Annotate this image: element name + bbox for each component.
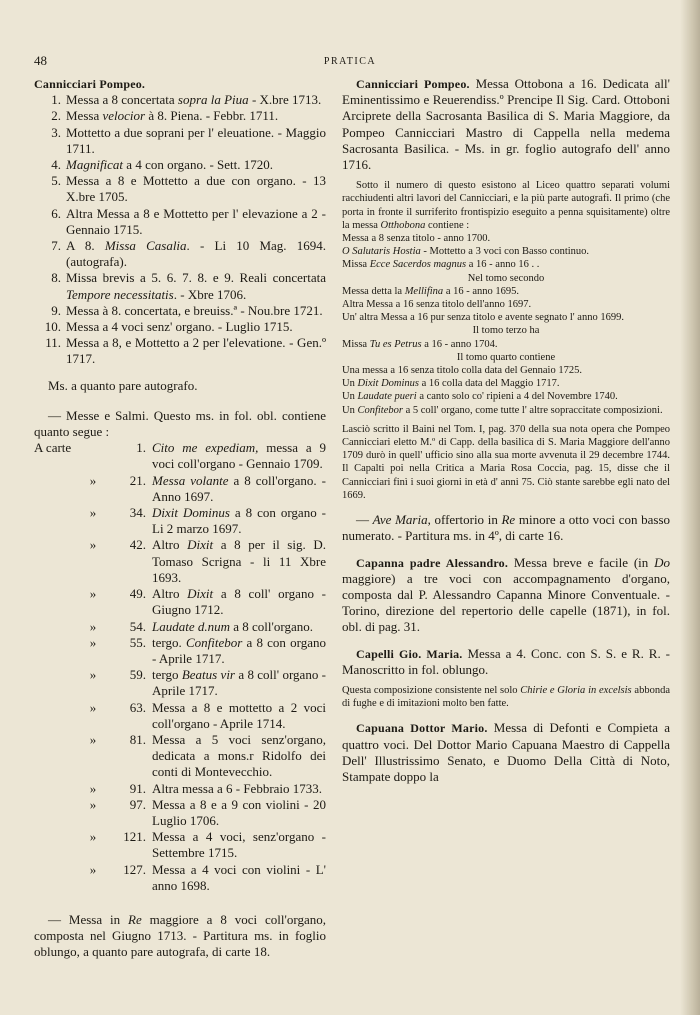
carte-item (34, 732, 326, 781)
carte-list (34, 440, 326, 894)
list-item (34, 238, 326, 270)
italic-title: Dixit (187, 586, 214, 602)
item-number: 7. (51, 238, 61, 254)
ditto-mark: » (89, 618, 97, 634)
item-text (66, 92, 326, 108)
list-item (34, 335, 326, 367)
text-run: . - Xbre 1706. (173, 286, 247, 302)
italic-title: Cito me expediam, (152, 440, 259, 456)
text-run: Missa brevis a 5. 6. 7. 8. e 9. Reali concertata (66, 270, 326, 286)
item-text (66, 206, 326, 238)
text-run: Messa a 8 concertata (66, 92, 178, 108)
italic-title: Ecce Sacerdos magnus (369, 259, 467, 271)
entry-capelli: Capelli Gio. Maria. Messa a 4. Conc. con S. S. e R. R. - Manoscritto in fol. oblungo. (342, 645, 670, 677)
volume-1-list (342, 232, 670, 272)
note-volumes: Sotto il numero di questo esistono al Liceo quattro separati volumi racchiudenti altri lavori del Cannicciari, e la più parte autografi. Il primo (che porta in fronte il surriferito frontispizio eseguito a penna squisitamente) oltre la messa Otthobona contiene : (342, 180, 670, 231)
volume-item (342, 390, 670, 403)
italic-title: Confitebor (357, 404, 403, 416)
ave-maria-entry: — Ave Maria, offertorio in Re minore a otto voci con basso numerato. - Partitura ms. in 4º, di carte 16. (342, 512, 670, 544)
carte-label (34, 797, 74, 829)
ditto-mark: » (89, 796, 97, 812)
carte-text (152, 440, 326, 472)
text-run: Altro (152, 586, 188, 602)
text-run: Un (342, 404, 358, 416)
carte-label (34, 829, 74, 861)
text-run: Mottetto a due soprani per l' eleuatione. - Maggio 1711. (66, 124, 326, 156)
item-number: 8. (51, 270, 61, 286)
ditto-mark: » (89, 731, 97, 747)
volume-item (342, 232, 670, 245)
item-number: 5. (51, 173, 61, 189)
carte-item (34, 537, 326, 586)
list-item (34, 303, 326, 319)
carte-number: 1. (136, 440, 146, 456)
carte-text (152, 635, 326, 667)
carte-text (152, 586, 326, 618)
entry-capuana: Capuana Dottor Mario. Messa di Defonti e Compieta a quattro voci. Del Dottor Mario Capuana Maestro di Cappella Dell' Illustrissimo Senato, e Duomo Della Città di Noto, Stampate doppo la (342, 720, 670, 784)
item-number: 10. (44, 319, 61, 335)
text-run: a 4 con organo. - Sett. 1720. (123, 157, 274, 173)
carte-text (152, 862, 326, 894)
text-run: Messa a 4 voci con violini - L' anno 1698. (152, 861, 326, 893)
item-number: 4. (51, 157, 61, 173)
text-run: Messa detta la (342, 285, 405, 297)
text-run: messa a 9 voci coll'organo - Gennaio 1709. (152, 440, 326, 472)
text-run: a canto solo co' ripieni a 4 del Novembre 1740. (416, 391, 618, 403)
text-run: - Mottetto a 3 voci con Basso continuo. (420, 246, 590, 258)
item-text (66, 319, 326, 335)
item-text (66, 157, 326, 173)
carte-item (34, 862, 326, 894)
text-run: a 8 con organo - Li 2 marzo 1697. (152, 505, 326, 537)
messe-intro: — Messe e Salmi. Questo ms. in fol. obl. contiene quanto segue : (34, 407, 326, 440)
carte-item (34, 797, 326, 829)
page-edge-shadow (680, 0, 700, 1015)
text-run: tergo (152, 667, 182, 683)
italic-title: Magnificat (66, 157, 124, 173)
italic-title: Dixit Dominus (152, 505, 230, 521)
carte-label (34, 732, 74, 781)
text-run: a 16 - anno 1695. (443, 285, 520, 297)
text-run: a 5 coll' organo, come tutte l' altre sopraccitate composizioni. (402, 404, 663, 416)
item-number: 6. (51, 205, 61, 221)
carte-item (34, 619, 326, 635)
carte-text (152, 537, 326, 586)
carte-item (34, 586, 326, 618)
italic-title: velocior (102, 108, 146, 124)
text-run: . - Li 10 Mag. 1694. (autografa). (66, 238, 327, 270)
entry-capanna: Capanna padre Alessandro. Messa breve e facile (in Do maggiore) a tre voci con accompagnamento d'organo, composta dal P. Alessandro Capanna Minore Conventuale. - Torino, direzione del repertorio delle capelle (1871), in fol. obl. di pag. 31. (342, 554, 670, 635)
italic-title: Mellifina (404, 285, 444, 297)
entry-cannicciari-2: Cannicciari Pompeo. Messa Ottobona a 16. Dedicata all' Eminentissimo e Reuerendiss.º Prencipe Il Sig. Card. Ottoboni Arciprete della Sacrosanta Basilica di S. Maria Maggiore, da Pompeo Cannicciari Mastro di Cappella nella medema Sacrosanta Basilica. - Ms. in gr. foglio autografo dell' anno 1716. (342, 76, 670, 173)
left-column (34, 76, 326, 961)
carte-text (152, 505, 326, 537)
text-run: Messa a 8 e a 9 con violini - 20 Luglio 1706. (152, 796, 326, 828)
text-run: Messa a 4 voci senz' organo. - Luglio 1715. (66, 319, 293, 335)
volume-item (342, 258, 670, 271)
volume-item (342, 245, 670, 258)
item-text (66, 125, 326, 157)
carte-label (34, 635, 74, 667)
ditto-mark: » (89, 829, 97, 845)
text-run: Messa a 4 voci, senz'organo - Settembre 1715. (152, 829, 326, 861)
carte-label (34, 537, 74, 586)
volume-3-item: Missa Tu es Petrus a 16 - anno 1704. (342, 338, 498, 350)
carte-item (34, 505, 326, 537)
carte-text (152, 619, 326, 635)
volume-2-list (342, 285, 670, 325)
text-run: Un (342, 391, 358, 403)
italic-title: Laudate pueri (357, 391, 417, 403)
list-item (34, 270, 326, 302)
volume-item (342, 311, 670, 324)
italic-title: Laudate d.num (152, 618, 230, 634)
carte-item (34, 667, 326, 699)
ditto-mark: » (89, 699, 97, 715)
text-run: a 8 coll' organo - Aprile 1717. (152, 667, 326, 699)
text-run: Missa (342, 259, 370, 271)
ditto-mark: » (89, 505, 97, 521)
text-run: Messa a 8, e Mottetto a 2 per l'elevatione. - Gen.º 1717. (66, 335, 326, 367)
carte-number: 54. (129, 618, 146, 634)
volume-item (342, 285, 670, 298)
text-run: a 8 con organo - Aprile 1717. (152, 634, 326, 666)
text-run: a 8 coll'organo. (230, 618, 313, 634)
carte-item (34, 781, 326, 797)
list-item (34, 108, 326, 124)
carte-label (34, 619, 74, 635)
italic-title: Confitebor (185, 634, 243, 650)
italic-title: Dixit Dominus (357, 378, 420, 390)
item-number: 2. (51, 108, 61, 124)
item-text (66, 173, 326, 205)
tomo-3-title: Il tomo terzo ha (472, 325, 540, 337)
volume-item (342, 298, 670, 311)
running-title: PRATICA (323, 56, 377, 67)
text-run: tergo. (152, 634, 186, 650)
volume-item (342, 364, 670, 377)
ditto-mark: » (89, 586, 97, 602)
re-entry: — Messa in Re maggiore a 8 voci coll'organo, composta nel Giugno 1713. - Partitura ms. in foglio oblungo, a quanto pare autografa, di carte 18. (34, 911, 326, 960)
item-text (66, 270, 326, 302)
carte-item (34, 473, 326, 505)
carte-number: 59. (129, 667, 146, 683)
carte-label (34, 586, 74, 618)
carte-number: 21. (129, 472, 146, 488)
item-number: 3. (51, 124, 61, 140)
item-number: 9. (51, 302, 61, 318)
carte-number: 42. (129, 537, 146, 553)
text-run: - X.bre 1713. (248, 92, 322, 108)
ditto-mark: » (89, 780, 97, 796)
italic-title: sopra la Piua (177, 92, 249, 108)
text-run: a 16 - anno 16 . . (466, 259, 540, 271)
text-run: Un' altra Messa a 16 pur senza titolo e avente segnato l' anno 1699. (342, 312, 624, 324)
ms-note: Ms. a quanto pare autografo. (48, 377, 198, 393)
tomo-4-title: Il tomo quarto contiene (456, 351, 556, 363)
carte-number: 121. (123, 829, 146, 845)
item-text (66, 335, 326, 367)
carte-label: A carte (34, 440, 72, 456)
capelli-note: Questa composizione consistente nel solo Chirie e Gloria in excelsis abbonda di fughe e di imitazioni molto ben fatte. (342, 684, 670, 710)
carte-text (152, 473, 326, 505)
carte-item (34, 700, 326, 732)
text-run: a 16 colla data del Maggio 1717. (419, 378, 560, 390)
carte-label (34, 700, 74, 732)
carte-item (34, 635, 326, 667)
carte-label (34, 781, 74, 797)
italic-title: Tempore necessitatis (66, 286, 174, 302)
list-item (34, 319, 326, 335)
carte-label (34, 667, 74, 699)
text-run: Altro (152, 537, 188, 553)
carte-label (34, 862, 74, 894)
carte-text (152, 829, 326, 861)
numbered-list (34, 92, 326, 367)
volume-4-list (342, 364, 670, 417)
item-number: 1. (51, 92, 61, 108)
list-item (34, 157, 326, 173)
item-text (66, 238, 326, 270)
text-run: à 8. Piena. - Febbr. 1711. (145, 108, 279, 124)
carte-number: 34. (129, 505, 146, 521)
carte-number: 97. (129, 796, 146, 812)
text-run: Messa (66, 108, 103, 124)
text-run: a 8 coll' organo - Giugno 1712. (152, 586, 326, 618)
carte-number: 81. (129, 731, 146, 747)
carte-label (34, 505, 74, 537)
italic-title: O Salutaris Hostia (342, 246, 421, 258)
item-number: 11. (45, 335, 61, 351)
carte-item (34, 440, 326, 472)
carte-number: 49. (129, 586, 146, 602)
list-item (34, 125, 326, 157)
list-item (34, 206, 326, 238)
carte-text (152, 667, 326, 699)
text-run: Un (342, 378, 358, 390)
right-column (342, 76, 670, 785)
volume-item (342, 404, 670, 417)
text-run: Altra messa a 6 - Febbraio 1733. (152, 780, 323, 796)
text-run: a 8 per il sig. D. Tomaso Scrigna - li 11 Xbre 1693. (152, 537, 326, 585)
page-number: 48 (34, 53, 47, 68)
carte-number: 127. (123, 861, 146, 877)
carte-number: 63. (129, 699, 146, 715)
carte-text (152, 781, 326, 797)
carte-text (152, 797, 326, 829)
volume-item (342, 377, 670, 390)
ditto-mark: » (89, 537, 97, 553)
list-item (34, 92, 326, 108)
text-run: Messa à 8. concertata, e breuiss.ª - Nou.bre 1721. (66, 302, 323, 318)
italic-title: Messa volante (152, 472, 229, 488)
text-run: Altra Messa a 8 e Mottetto per l' elevazione a 2 - Gennaio 1715. (66, 205, 326, 237)
entry-heading: Cannicciari Pompeo. (34, 77, 146, 91)
carte-number: 91. (129, 780, 146, 796)
carte-number: 55. (129, 634, 146, 650)
ditto-mark: » (89, 667, 97, 683)
text-run: Messa a 8 e mottetto a 2 voci coll'organo - Aprile 1714. (152, 699, 326, 731)
text-run: Una messa a 16 senza titolo colla data del Gennaio 1725. (342, 365, 582, 377)
carte-text (152, 732, 326, 781)
text-run: Messa a 8 e Mottetto a due con organo. - 13 X.bre 1705. (66, 173, 326, 205)
italic-title: Beatus vir (181, 667, 235, 683)
carte-item (34, 829, 326, 861)
text-run: A 8. (66, 238, 105, 254)
ditto-mark (74, 440, 112, 472)
carte-text (152, 700, 326, 732)
text-run: a 8 coll'organo. - Anno 1697. (152, 472, 326, 504)
italic-title: Missa Casalia (104, 238, 187, 254)
tomo-2-title: Nel tomo secondo (467, 272, 545, 284)
carte-label (34, 473, 74, 505)
ditto-mark: » (89, 634, 97, 650)
baini-note: Lasciò scritto il Baini nel Tom. I, pag. 370 della sua nota opera che Pompeo Cannicciari eletto M.º di Capp. della basilica di S. Maria Maggiore dell'anno 1709 durò in quell' ufficio sino alla sua morte avvenuta il 29 decembre 1744. Il Capalti poi nella Critica a Maria Rosa Coccia, pag. 15, disse che il Cannicciari finì i suoi giorni in età d' anni 75. Ciò stante sarebbe egli nato del 1669. (342, 423, 670, 501)
item-text (66, 108, 326, 124)
text-run: Messa a 8 senza titolo - anno 1700. (342, 233, 491, 245)
list-item (34, 173, 326, 205)
ditto-mark: » (89, 472, 97, 488)
text-run: Messa a 5 voci senz'organo, dedicata a mons.r Ridolfo dei conti di Montevecchio. (152, 731, 326, 780)
italic-title: Dixit (187, 537, 214, 553)
item-text (66, 303, 326, 319)
ditto-mark: » (89, 861, 97, 877)
text-run: Altra Messa a 16 senza titolo dell'anno 1697. (342, 299, 532, 311)
